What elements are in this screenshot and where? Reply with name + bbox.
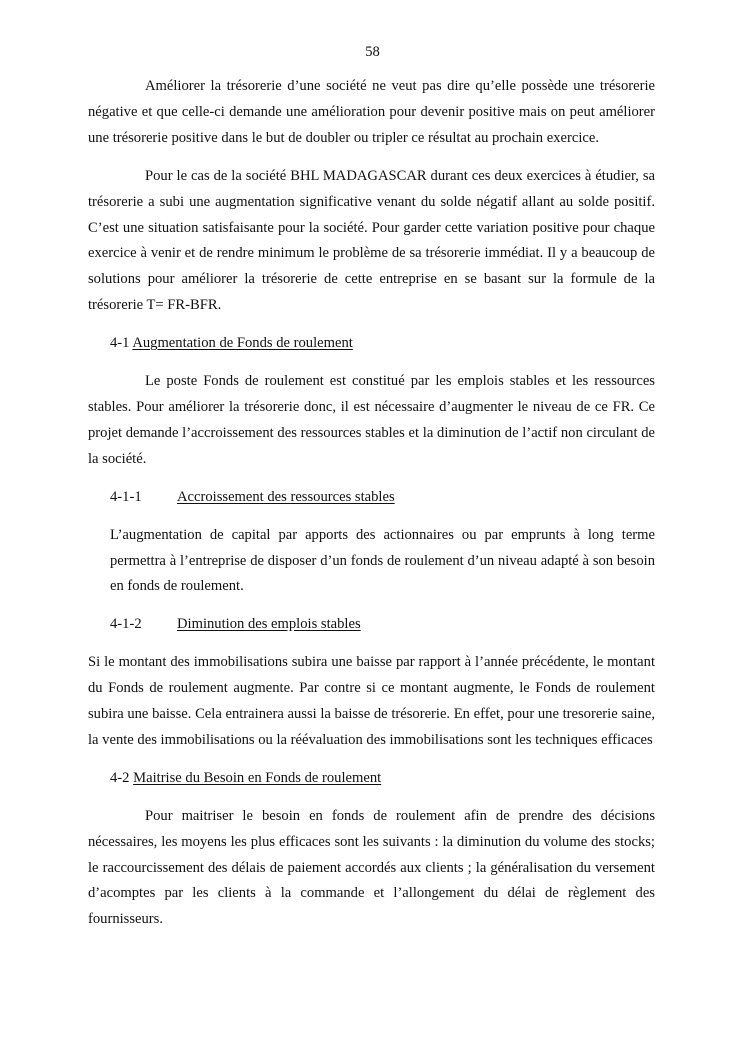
document-body <box>88 74 655 933</box>
heading-4-1-1 <box>88 485 655 511</box>
paragraph-fonds-de-roulement: Le poste Fonds de roulement est constitué par les emplois stables et les ressources stables. Pour améliorer la trésorerie donc, il est nécessaire d’augmenter le niveau de ce FR. Ce projet demande l’accroissement des ressources stables et la diminution de l’actif non circulant de la société. <box>88 373 655 467</box>
heading-4-1-1-title: Accroissement des ressources stables <box>177 488 395 505</box>
heading-4-1-title: Augmentation de Fonds de roulement <box>132 335 353 352</box>
heading-4-1-2-number: 4-1-2 <box>110 616 142 633</box>
heading-4-2-title: Maitrise du Besoin en Fonds de roulement <box>133 769 382 786</box>
heading-4-1-2-title: Diminution des emplois stables <box>177 616 361 633</box>
heading-4-1-number: 4-1 <box>110 335 130 352</box>
paragraph-bhl-madagascar: Pour le cas de la société BHL MADAGASCAR durant ces deux exercices à étudier, sa trésorerie a subi une augmentation significative venant du solde négatif allant au solde positif. C’est une situation satisfaisante pour la société. Pour garder cette variation positive pour chaque exercice à venir et de rendre minimum le problème de sa trésorerie immédiat. Il y a beaucoup de solutions pour améliorer la trésorerie de cette entreprise en se basant sur la formule de la trésorerie T= FR-BFR. <box>88 167 655 314</box>
paragraph-tresorerie-intro: Améliorer la trésorerie d’une société ne veut pas dire qu’elle possède une trésorerie négative et que celle-ci demande une amélioration pour devenir positive mais on peut améliorer une trésorerie positive dans le but de doubler ou tripler ce résultat au prochain exercice. <box>88 78 655 146</box>
heading-4-1-1-number: 4-1-1 <box>110 488 142 505</box>
paragraph-immobilisations: Si le montant des immobilisations subira une baisse par rapport à l’année précédente, le montant du Fonds de roulement augmente. Par contre si ce montant augmente, le Fonds de roulement subira une baisse. Cela entrainera aussi la baisse de trésorerie. En effet, pour une tresorerie saine, la vente des immobilisations ou la réévaluation des immobilisations sont les techniques efficaces <box>88 654 655 748</box>
heading-4-1-2 <box>88 612 655 638</box>
paragraph-besoin-fonds-roulement: Pour maitriser le besoin en fonds de roulement afin de prendre des décisions nécessaires, les moyens les plus efficaces sont les suivants : la diminution du volume des stocks; le raccourcissement des délais de paiement accordés aux clients ; la généralisation du versement d’acomptes par les clients à la commande et l’allongement du délai de règlement des fournisseurs. <box>88 807 655 928</box>
heading-4-2 <box>88 766 655 792</box>
page-number: 58 <box>365 44 380 60</box>
heading-4-1 <box>88 331 655 357</box>
paragraph-augmentation-capital: L’augmentation de capital par apports des actionnaires ou par emprunts à long terme permettra à l’entreprise de disposer d’un fonds de roulement d’un niveau adapté à son besoin en fonds de roulement. <box>110 526 655 595</box>
heading-4-2-number: 4-2 <box>110 769 130 786</box>
